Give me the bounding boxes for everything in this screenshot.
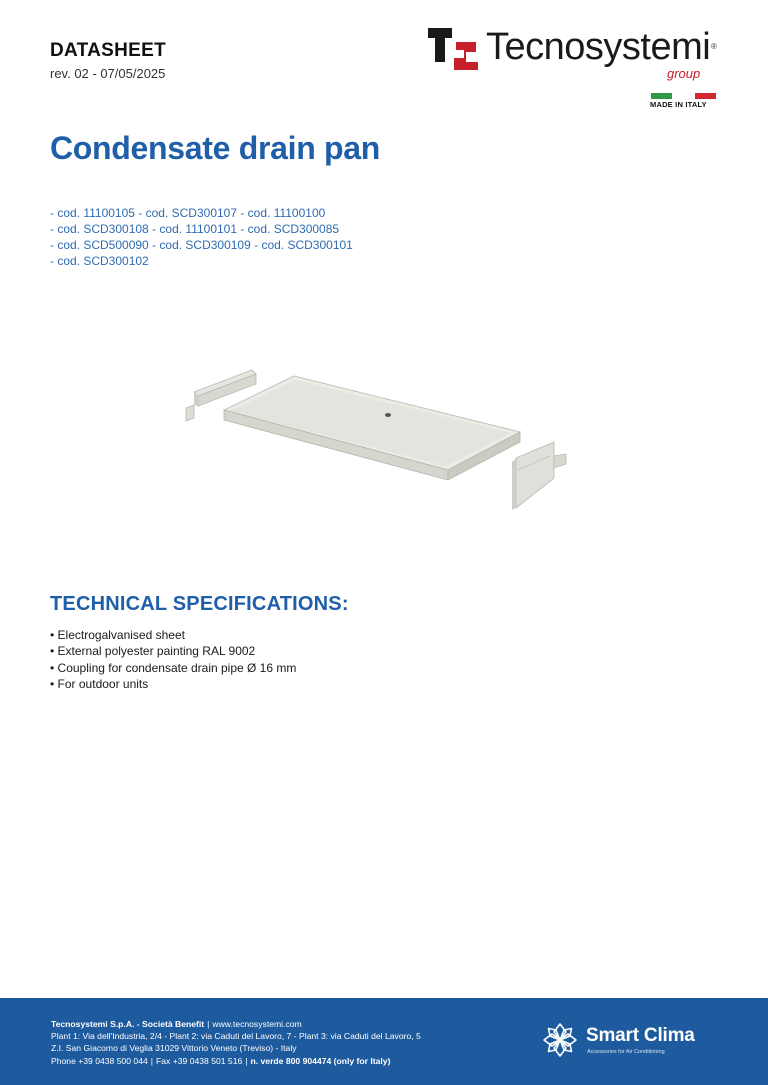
page-footer [0, 998, 768, 1085]
brand-name: Tecnosystemi [486, 26, 711, 68]
code-line: - cod. SCD500090 - cod. SCD300109 - cod. SCD300101 [50, 238, 353, 252]
specs-list [50, 627, 296, 692]
code-line: - cod. SCD300102 [50, 254, 149, 268]
separator: | [245, 1055, 248, 1066]
plants-address: Plant 1: Via dell'Industria, 2/4 - Plant 2: via Caduti del Lavoro, 7 - Plant 3: via Caduti del Lavoro, 5 [51, 1031, 421, 1042]
page-title: Condensate drain pan [50, 130, 381, 166]
pan [224, 376, 520, 480]
tecnosystemi-mark-icon [428, 28, 480, 70]
separator: | [207, 1019, 210, 1029]
code-line: - cod. SCD300108 - cod. 11100101 - cod. SCD300085 [50, 222, 340, 236]
spec-item: • Electrogalvanised sheet [50, 627, 296, 643]
smart-clima-logo [540, 1020, 730, 1060]
spec-item: • External polyester painting RAL 9002 [50, 643, 296, 659]
smart-clima-tagline: Accessories for Air Conditioning [587, 1049, 665, 1055]
specs-heading: TECHNICAL SPECIFICATIONS: [50, 593, 349, 615]
tecnosystemi-logo [428, 26, 728, 86]
registered-mark: ® [711, 42, 717, 51]
footer-line-1 [51, 1018, 421, 1030]
product-codes [50, 205, 730, 269]
datasheet-label: DATASHEET [50, 40, 166, 61]
revision-date: rev. 02 - 07/05/2025 [50, 66, 166, 81]
footer-contacts [51, 1055, 421, 1067]
drain-pan-product-image [178, 358, 578, 518]
brand-group: group [667, 66, 701, 81]
code-line: - cod. 11100105 - cod. SCD300107 - cod. 11100100 [50, 206, 326, 220]
company-info [51, 1018, 421, 1067]
separator: | [150, 1055, 154, 1066]
right-bracket [512, 442, 566, 510]
spec-item: • For outdoor units [50, 676, 296, 692]
company-name: Tecnosystemi S.p.A. - Società Benefit [51, 1019, 205, 1029]
italy-flag-icon [651, 93, 716, 99]
phone-number: Phone +39 0438 500 044 [51, 1055, 148, 1066]
smart-clima-name: Smart Clima [586, 1025, 695, 1046]
fax-number: Fax +39 0438 501 516 [156, 1055, 243, 1066]
postal-address: Z.I. San Giacomo di Veglia 31029 Vittorio Veneto (Treviso) - Italy [51, 1043, 297, 1054]
toll-free-number: n. verde 800 904474 (only for Italy) [250, 1055, 391, 1066]
spec-item: • Coupling for condensate drain pipe Ø 16 mm [50, 660, 296, 676]
website-link[interactable]: www.tecnosystemi.com [212, 1019, 302, 1029]
made-in-italy: MADE IN ITALY [650, 100, 707, 109]
snowflake-icon [540, 1020, 580, 1060]
